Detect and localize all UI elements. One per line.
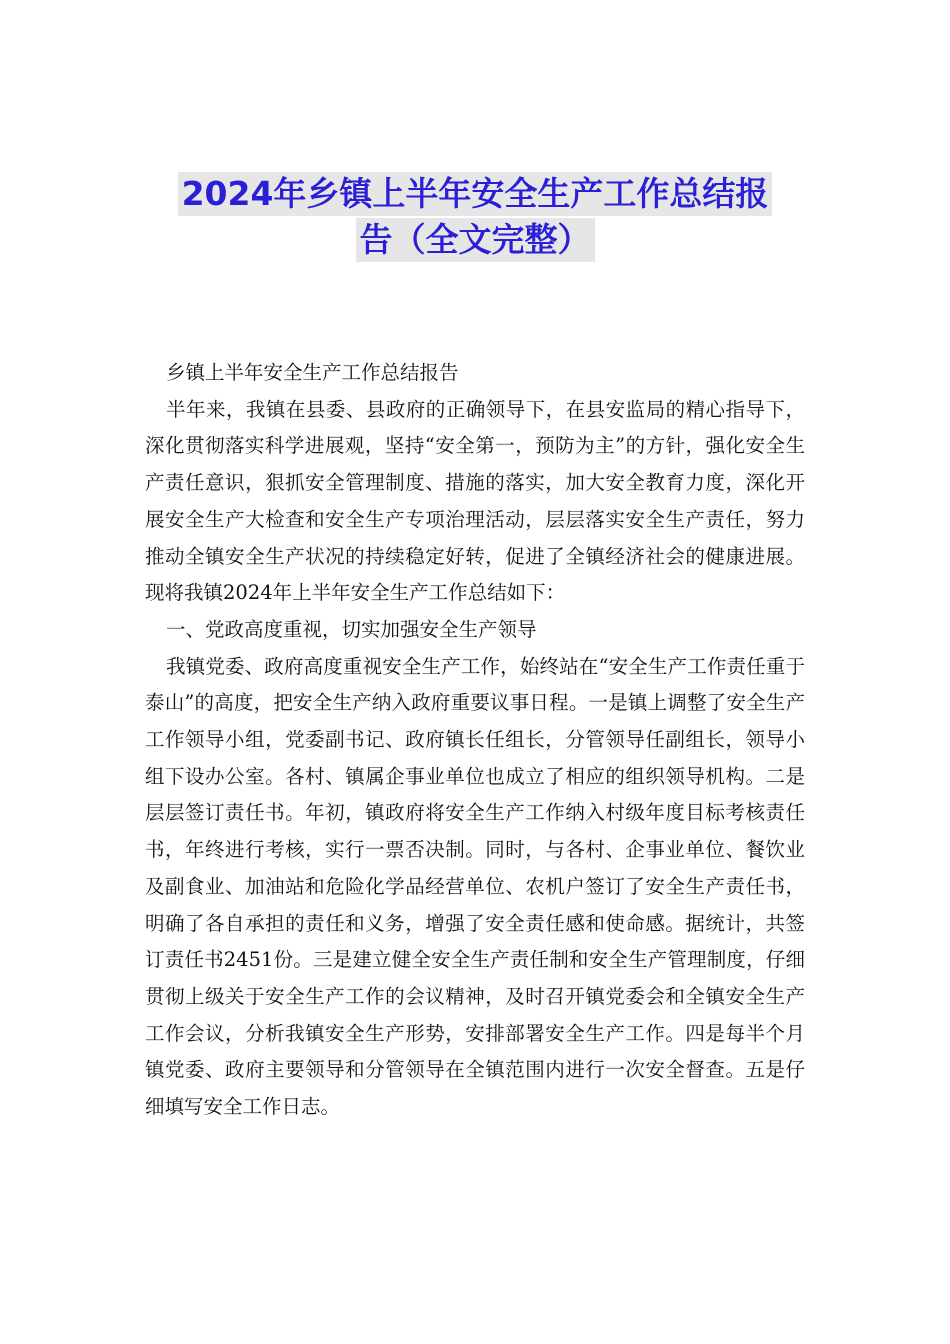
title-line-2: 告（全文完整） (356, 218, 595, 262)
title-line-1: 2024年乡镇上半年安全生产工作总结报 (178, 172, 773, 216)
section-1-paragraph: 我镇党委、政府高度重视安全生产工作，始终站在“安全生产工作责任重于泰山”的高度，把安全生产纳入政府重要议事日程。一是镇上调整了安全生产工作领导小组，党委副书记、政府镇长任组长，分管领导任副组长，领导小组下设办公室。各村、镇属企事业单位也成立了相应的组织领导机构。二是层层签订责任书。年初，镇政府将安全生产工作纳入村级年度目标考核责任书，年终进行考核，实行一票否决制。同时，与各村、企事业单位、餐饮业及副食业、加油站和危险化学品经营单位、农机户签订了安全生产责任书，明确了各自承担的责任和义务，增强了安全责任感和使命感。据统计，共签订责任书2451份。三是建立健全安全生产责任制和安全生产管理制度，仔细贯彻上级关于安全生产工作的会议精神，及时召开镇党委会和全镇安全生产工作会议，分析我镇安全生产形势，安排部署安全生产工作。四是每半个月镇党委、政府主要领导和分管领导在全镇范围内进行一次安全督查。五是仔细填写安全工作日志。 (145, 654, 805, 1119)
intro-paragraph: 半年来，我镇在县委、县政府的正确领导下，在县安监局的精心指导下，深化贯彻落实科学进展观，坚持“安全第一，预防为主”的方针，强化安全生产责任意识，狠抓安全管理制度、措施的落实，加大安全教育力度，深化开展安全生产大检查和安全生产专项治理活动，层层落实安全生产责任，努力推动全镇安全生产状况的持续稳定好转，促进了全镇经济社会的健康进展。现将我镇2024年上半年安全生产工作总结如下： (145, 397, 805, 605)
document-title (140, 172, 810, 262)
section-heading-1: 一、党政高度重视，切实加强安全生产领导 (166, 617, 537, 641)
document-body (145, 355, 805, 1126)
report-subtitle: 乡镇上半年安全生产工作总结报告 (166, 361, 459, 384)
